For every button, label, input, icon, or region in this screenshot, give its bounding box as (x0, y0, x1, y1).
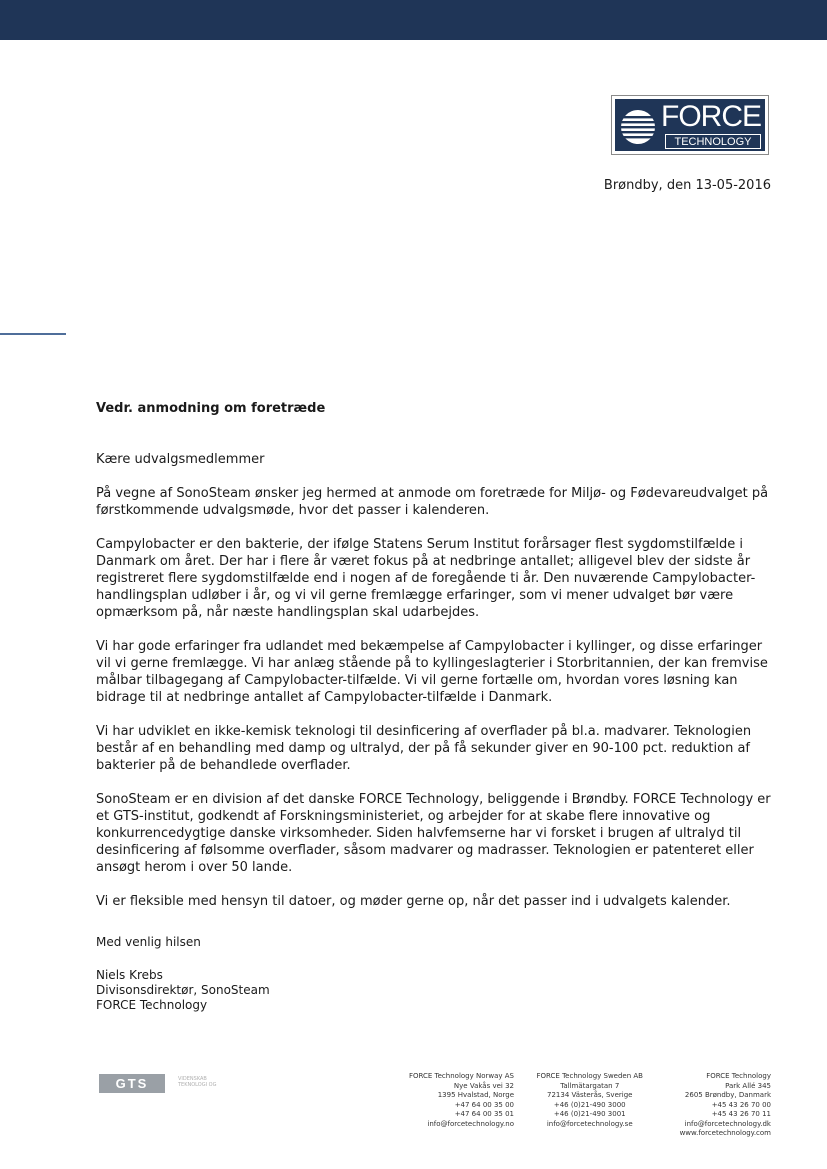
office-city: 1395 Hvalstad, Norge (437, 1091, 514, 1099)
letter-paragraph: Vi er fleksible med hensyn til datoer, og møder gerne op, når det passer ind i udvalgets kalender. (96, 894, 731, 909)
header-bar (0, 0, 827, 40)
office-phone: +46 (0)21-490 3000 (553, 1100, 626, 1109)
office-name: FORCE Technology (706, 1072, 771, 1080)
office-name: FORCE Technology Sweden AB (536, 1072, 643, 1080)
signature-block (96, 968, 776, 1013)
logo-wordmark: FORCE (661, 100, 761, 133)
gts-tagline-line: VIDENSKAB (178, 1076, 207, 1082)
signature-company: FORCE Technology (96, 998, 208, 1012)
office-email[interactable]: info@forcetechnology.no (427, 1119, 514, 1128)
gts-tagline-line: TEKNOLOGI OG (178, 1082, 217, 1088)
signature-name: Niels Krebs (96, 968, 163, 982)
footer-office-denmark (680, 1072, 771, 1139)
office-fax: +46 (0)21-490 3001 (553, 1110, 626, 1118)
globe-icon (619, 108, 657, 146)
office-street: Park Allé 345 (725, 1081, 771, 1090)
office-email[interactable]: info@forcetechnology.se (546, 1119, 633, 1128)
footer-office-norway (409, 1072, 514, 1129)
letter-paragraph: Campylobacter er den bakterie, der ifølge Statens Serum Institut forårsager flest sygdomstilfælde i Danmark om året. Der har i flere år været fokus på at nedbringe antallet; alligevel blev der sidste år registreret flere sygdomstilfælde end i nogen af de foregående ti år. Den nuværende Campylobacter-handlingsplan udløber i år, og vi vil gerne fremlægge erfaringer, som vi mener udvalget bør være opmærksom på, når næste handlingsplan skal udarbejdes. (96, 537, 756, 620)
gts-tagline (178, 1076, 216, 1088)
office-name: FORCE Technology Norway AS (408, 1072, 514, 1080)
gts-logo: GTS (99, 1074, 165, 1093)
letter-paragraph: SonoSteam er en division af det danske FORCE Technology, beliggende i Brøndby. FORCE Technology er et GTS-institut, godkendt af Forskningsministeriet, og arbejder for at skabe flere innovative og konkurrencedygtige danske virksomheder. Siden halvfemserne har vi forsket i brugen af ultralyd til desinficering af følsomme overflader, såsom madvarer og madrasser. Teknologien er patenteret eller ansøgt herom i over 50 lande. (96, 792, 771, 875)
office-city: 72134 Västerås, Sverige (547, 1091, 633, 1099)
letter-paragraph: Vi har gode erfaringer fra udlandet med bekæmpelse af Campylobacter i kyllinger, og disse erfaringer vil vi gerne fremlægge. Vi har anlæg stående på to kyllingeslagterier i Storbritannien, der kan fremvise målbar tilbagegang af Campylobacter-tilfælde. Vi vil gerne fortælle om, hvordan vores løsning kan bidrage til at nedbringe antallet af Campylobacter-tilfælde i Danmark. (96, 639, 768, 705)
office-website[interactable]: www.forcetechnology.com (679, 1129, 771, 1137)
signature-title: Divisonsdirektør, SonoSteam (96, 983, 270, 997)
office-fax: +47 64 00 35 01 (454, 1110, 514, 1118)
margin-rule (0, 333, 66, 335)
letter-body (96, 400, 776, 1013)
letter-salutation: Kære udvalgsmedlemmer (96, 452, 265, 467)
office-street: Nye Vakås vei 32 (453, 1081, 514, 1090)
office-street: Tallmätargatan 7 (560, 1081, 620, 1090)
letter-paragraph: Vi har udviklet en ikke-kemisk teknologi til desinficering af overflader på bl.a. madvarer. Teknologien består af en behandling med damp og ultralyd, der på få sekunder giver en 90-100 pct. reduktion af bakterier på de behandlede overflader. (96, 724, 752, 773)
office-city: 2605 Brøndby, Danmark (684, 1091, 771, 1099)
office-email[interactable]: info@forcetechnology.dk (684, 1119, 771, 1128)
office-fax: +45 43 26 70 11 (711, 1110, 771, 1118)
footer-office-sweden (536, 1072, 643, 1129)
force-technology-logo (611, 95, 769, 155)
office-phone: +45 43 26 70 00 (711, 1100, 771, 1109)
letter-paragraph: På vegne af SonoSteam ønsker jeg hermed at anmode om foretræde for Miljø- og Fødevareudvalget på førstkommende udvalgsmøde, hvor det passer i kalenderen. (96, 486, 769, 518)
logo-subtitle: TECHNOLOGY (665, 134, 761, 149)
office-phone: +47 64 00 35 00 (454, 1100, 514, 1109)
letter-closing: Med venlig hilsen (96, 935, 201, 949)
letter-subject: Vedr. anmodning om foretræde (96, 401, 326, 416)
logo-background (615, 99, 765, 151)
letter-date: Brøndby, den 13-05-2016 (603, 178, 771, 193)
